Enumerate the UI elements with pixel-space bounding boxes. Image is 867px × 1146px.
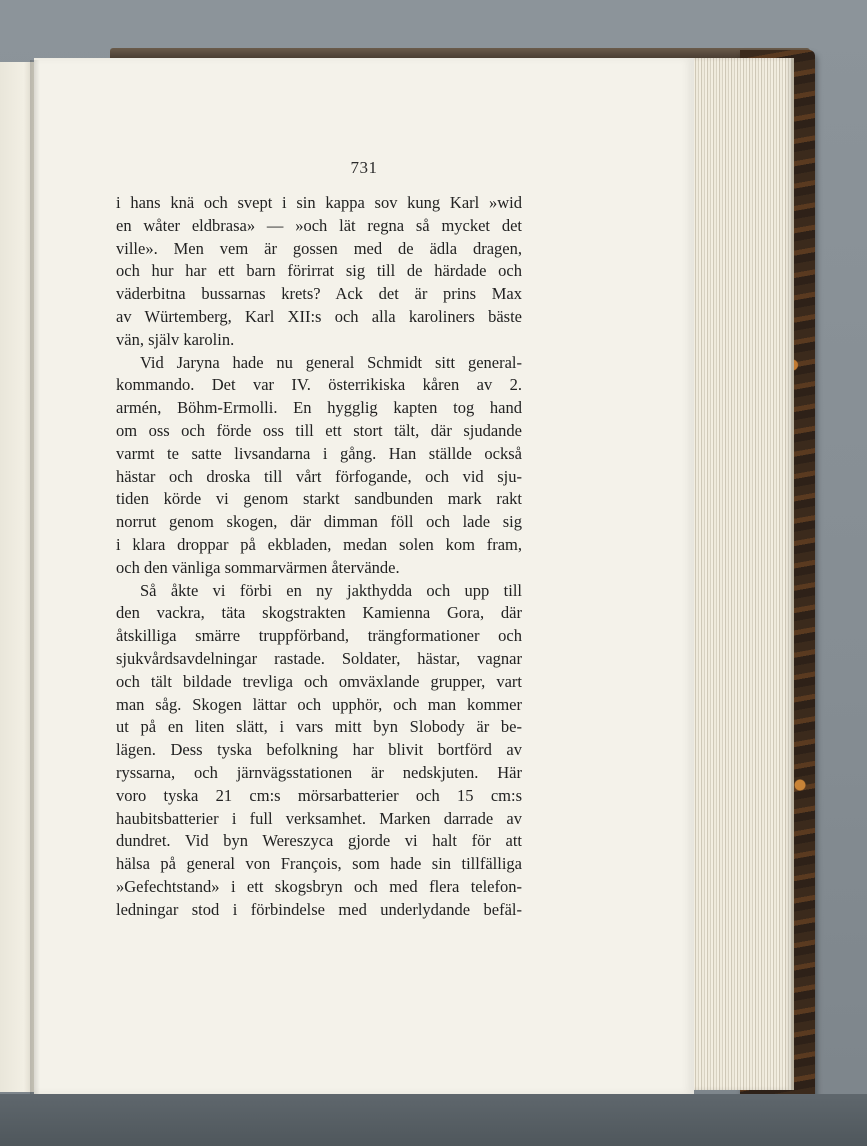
text-line: i hans knä och svept i sin kappa sov kung Karl »wid <box>116 193 522 212</box>
text-line: norrut genom skogen, där dimman föll och lade sig <box>116 512 522 532</box>
text-line: vän, själv karolin. <box>116 329 235 349</box>
text-line: Vid Jaryna hade nu general Schmidt sitt general- <box>140 352 522 372</box>
text-line: ville». Men vem är gossen med de ädla dragen, <box>116 238 522 258</box>
page-gutter-shadow <box>30 60 40 1094</box>
text-line: kommando. Det var IV. österrikiska kåren av 2. <box>116 375 522 395</box>
text-line: voro tyska 21 cm:s mörsarbatterier och 15 cm:s <box>116 785 522 805</box>
text-line: armén, Böhm-Ermolli. En hygglig kapten tog hand <box>116 398 522 418</box>
text-line: av Würtemberg, Karl XII:s och alla karoliners bäste <box>116 306 522 326</box>
text-line: Så åkte vi förbi en ny jakthydda och upp till <box>140 580 522 600</box>
scan-bottom-edge <box>0 1094 867 1146</box>
text-line: och hur har ett barn förirrat sig till de härdade och <box>116 261 522 281</box>
text-line: i klara droppar på ekbladen, medan solen kom fram, <box>116 534 522 554</box>
text-line: den vackra, täta skogstrakten Kamienna Gora, där <box>116 603 522 623</box>
text-line: om oss och förde oss till ett stort tält, där sjudande <box>116 420 522 440</box>
text-line: och tält bildade trevliga och omväxlande grupper, vart <box>116 671 522 691</box>
text-line: en wåter eldbrasa» — »och lät regna så mycket det <box>116 215 522 235</box>
text-line: lägen. Dess tyska befolkning har blivit bortförd av <box>116 740 522 760</box>
book-page <box>34 58 694 1094</box>
page-edges-stack <box>690 58 794 1090</box>
text-line: varmt te satte livsandarna i gång. Han ställde också <box>116 443 522 463</box>
text-line: dundret. Vid byn Wereszyca gjorde vi halt för att <box>116 831 522 851</box>
text-line: sjukvårdsavdelningar rastade. Soldater, hästar, vagnar <box>116 648 522 668</box>
text-line: åtskilliga smärre truppförband, trängformationer och <box>116 626 522 646</box>
body-text <box>116 192 522 922</box>
text-line: ledningar stod i förbindelse med underlydande befäl- <box>116 899 522 919</box>
text-line: hästar och droska till vårt förfogande, och vid sju- <box>116 466 522 486</box>
text-line: man såg. Skogen lättar och upphör, och man kommer <box>116 694 522 714</box>
text-line: haubitsbatterier i full verksamhet. Marken darrade av <box>116 808 522 828</box>
text-line: hälsa på general von François, som hade sin tillfälliga <box>116 854 522 874</box>
text-line: och den vänliga sommarvärmen återvände. <box>116 557 400 577</box>
text-line: ryssarna, och järnvägsstationen är nedskjuten. Här <box>116 762 522 782</box>
text-line: »Gefechtstand» i ett skogsbryn och med flera telefon- <box>116 876 522 896</box>
text-line: tiden körde vi genom starkt sandbunden mark rakt <box>116 489 522 509</box>
text-line: ut på en liten slätt, i vars mitt byn Slobody är be- <box>116 717 522 737</box>
book-cover-top-edge <box>110 48 810 58</box>
page-number: 731 <box>350 158 378 177</box>
text-line: väderbitna bussarnas krets? Ack det är prins Max <box>116 284 522 304</box>
